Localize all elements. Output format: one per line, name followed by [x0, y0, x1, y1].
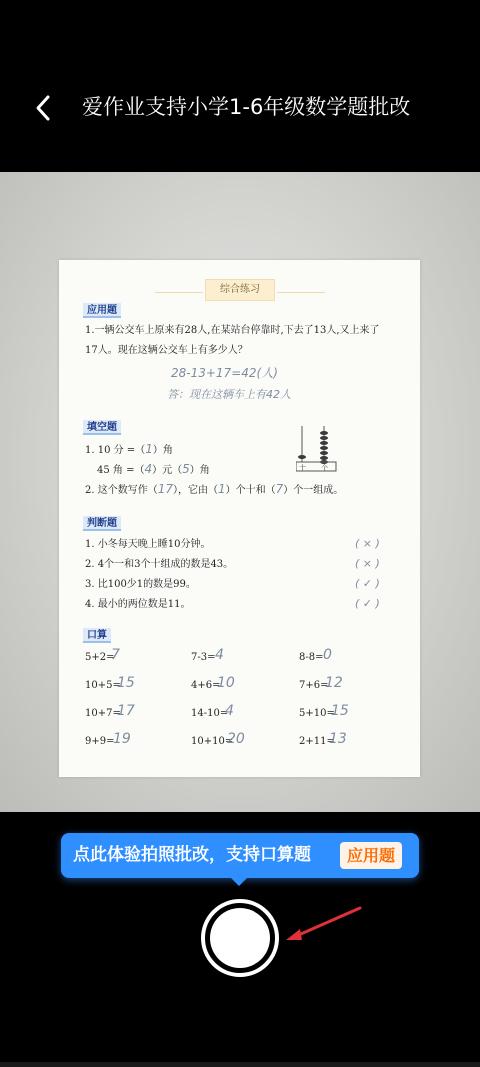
judge-mark: ( ✓ ) — [355, 597, 380, 610]
judge-item: 1. 小冬每天晚上睡10分钟。 — [85, 539, 211, 550]
tooltip-pointer — [229, 876, 249, 886]
oral-answer: 10 — [217, 675, 235, 691]
judge-item: 3. 比100少1的数是99。 — [85, 579, 196, 590]
title-rule-right — [277, 292, 325, 293]
shutter-button[interactable] — [201, 899, 279, 977]
fill-blank-q2 — [97, 462, 210, 478]
oral-answer: 17 — [117, 703, 135, 719]
oral-answer: 15 — [117, 675, 135, 691]
oral-question: 10+5= — [85, 680, 121, 691]
fill-blank-q2-prefix: 45 角 =（ — [97, 465, 145, 476]
application-answer-text: 答：现在这辆车上有42人 — [167, 388, 291, 401]
worksheet-title: 综合练习 — [205, 279, 275, 301]
section-fill-blank-label: 填空题 — [83, 420, 121, 435]
oral-question: 2+11= — [299, 736, 335, 747]
abacus-illustration — [296, 424, 340, 474]
fill-blank-q2-answer1: 4 — [144, 462, 153, 476]
camera-viewfinder — [0, 172, 480, 812]
oral-answer: 0 — [323, 647, 332, 663]
back-button[interactable] — [28, 90, 60, 126]
oral-answer: 19 — [113, 731, 131, 747]
oral-answer: 12 — [325, 675, 343, 691]
fill-blank-q1-suffix: ）角 — [152, 445, 173, 456]
photo-grading-tooltip[interactable] — [61, 833, 419, 878]
top-bar — [0, 0, 480, 172]
section-application-label: 应用题 — [83, 303, 121, 318]
section-oral-label: 口算 — [83, 628, 111, 643]
oral-question: 10+7= — [85, 708, 121, 719]
fill-blank-q1-answer: 1 — [145, 442, 153, 456]
title-rule-left — [155, 292, 203, 293]
abacus-ones-label: 个 — [321, 464, 328, 472]
judge-item: 2. 4个一和3个十组成的数是43。 — [85, 559, 234, 570]
application-question-line1: 1.一辆公交车上原来有28人,在某站台停靠时,下去了13人,又上来了 — [85, 325, 380, 336]
fill-blank-q3 — [85, 482, 343, 498]
arrow-pointer-icon — [282, 905, 364, 945]
fill-blank-q2-suffix: ）角 — [189, 465, 210, 476]
section-judge-label: 判断题 — [83, 516, 121, 531]
page-title: 爱作业支持小学1-6年级数学题批改 — [82, 95, 411, 119]
oral-answer: 20 — [227, 731, 245, 747]
abacus-tens-label: 十 — [299, 464, 306, 472]
oral-question: 5+2= — [85, 652, 115, 663]
oral-question: 7+6= — [299, 680, 329, 691]
oral-question: 10+10= — [191, 736, 234, 747]
fill-blank-q2-answer2: 5 — [182, 462, 190, 476]
oral-answer: 4 — [225, 703, 234, 719]
fill-blank-q3-mid2: ）个十和（ — [225, 485, 276, 496]
fill-blank-q3-suffix: ）个一组成。 — [283, 485, 344, 496]
oral-question: 14-10= — [191, 708, 229, 719]
oral-answer: 15 — [331, 703, 349, 719]
fill-blank-q3-prefix: 2. 这个数写作（ — [85, 485, 158, 496]
judge-mark: ( ✓ ) — [355, 577, 380, 590]
oral-question: 8-8= — [299, 652, 324, 663]
tooltip-badge: 应用题 — [340, 842, 402, 869]
judge-mark: ( × ) — [355, 557, 380, 570]
bottom-nav-strip — [0, 1062, 480, 1067]
oral-question: 4+6= — [191, 680, 221, 691]
fill-blank-q2-mid: ）元（ — [152, 465, 183, 476]
fill-blank-q3-mid1: ），它由（ — [173, 485, 219, 496]
oral-answer: 13 — [329, 731, 347, 747]
fill-blank-q1 — [85, 442, 173, 458]
application-question-line2: 17人。现在这辆公交车上有多少人？ — [85, 345, 248, 356]
oral-answer: 4 — [215, 647, 224, 663]
application-answer-equation: 28-13+17=42(人) — [171, 366, 278, 380]
fill-blank-q1-prefix: 1. 10 分 =（ — [85, 445, 146, 456]
judge-item: 4. 最小的两位数是11。 — [85, 599, 191, 610]
fill-blank-q3-answer1: 17 — [157, 482, 174, 496]
worksheet-paper — [59, 260, 420, 777]
chevron-left-icon — [28, 90, 60, 126]
oral-question: 5+10= — [299, 708, 335, 719]
fill-blank-q3-answer3: 7 — [275, 482, 284, 496]
oral-answer: 7 — [111, 647, 120, 663]
oral-question: 7-3= — [191, 652, 216, 663]
fill-blank-q3-answer2: 1 — [218, 482, 226, 496]
tooltip-text: 点此体验拍照批改，支持口算题 — [73, 845, 311, 865]
shutter-icon — [210, 908, 270, 968]
judge-mark: ( × ) — [355, 537, 380, 550]
oral-question: 9+9= — [85, 736, 115, 747]
